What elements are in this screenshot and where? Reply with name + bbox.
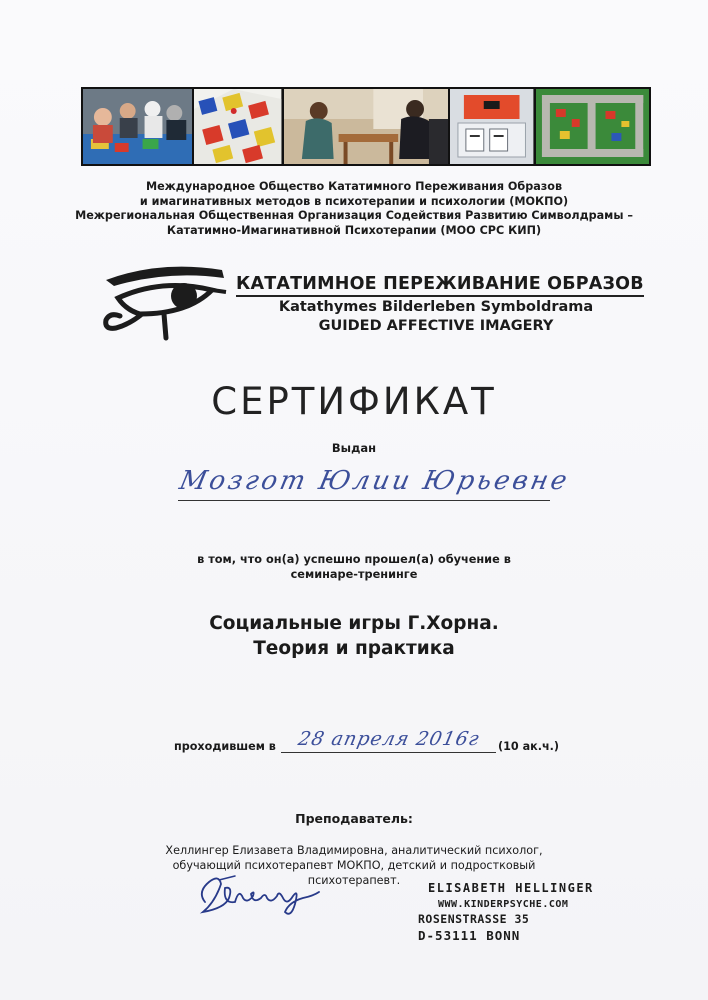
org-line-4: Кататимно-Имагинативной Психотерапии (МОО СРС КИП) xyxy=(166,223,542,237)
photo-strip xyxy=(81,87,651,166)
stamp-website: WWW.KINDERPSYCHE.COM xyxy=(438,898,569,910)
date-underline xyxy=(281,752,496,753)
course-line-1: Социальные игры Г.Хорна. xyxy=(209,613,499,634)
teacher-line-1: Хеллингер Елизавета Владимировна, аналитический психолог, xyxy=(165,844,543,857)
success-line-1: в том, что он(а) успешно прошел(а) обучение в xyxy=(197,553,511,566)
stamp-city: D-53111 BONN xyxy=(418,927,521,943)
photo-board-game xyxy=(194,89,281,164)
stamp-street: ROSENSTRASSE 35 xyxy=(418,912,530,926)
certificate-title: СЕРТИФИКАТ xyxy=(211,380,497,423)
photo-children-playing xyxy=(83,89,192,164)
success-line-2: семинаре-тренинге xyxy=(290,568,418,581)
photo-session xyxy=(284,89,449,164)
issued-label: Выдан xyxy=(331,441,377,455)
teacher-line-3: психотерапевт. xyxy=(307,874,401,887)
method-title-ru: КАТАТИМНОЕ ПЕРЕЖИВАНИЕ ОБРАЗОВ xyxy=(236,274,644,297)
course-title xyxy=(0,611,708,661)
recipient-name: Мозгот Юлии Юрьевне xyxy=(176,466,573,496)
stamp xyxy=(418,881,594,943)
organization-names xyxy=(60,180,648,238)
photo-game-board xyxy=(536,89,649,164)
success-text xyxy=(0,552,708,582)
org-line-3: Межрегиональная Общественная Организация Содействия Развитию Символдрамы – xyxy=(75,209,633,222)
photo-game-box xyxy=(450,89,533,164)
eye-of-horus-icon xyxy=(100,258,230,342)
method-title-en: GUIDED AFFECTIVE IMAGERY xyxy=(318,318,554,334)
teacher-label: Преподаватель: xyxy=(295,811,413,826)
method-block xyxy=(236,274,644,334)
signature xyxy=(195,868,335,920)
teacher-description xyxy=(0,843,708,888)
teacher-line-2: обучающий психотерапевт МОКПО, детский и подростковый xyxy=(172,859,536,872)
method-title-de: Katathymes Bilderleben Symboldrama xyxy=(278,299,594,315)
org-line-2: и имагинативных методов в психотерапии и психологии (МОКПО) xyxy=(139,194,569,208)
date-label: проходившем в xyxy=(174,740,276,753)
date-value: 28 апреля 2016г xyxy=(296,728,482,750)
recipient-underline xyxy=(178,500,550,501)
org-line-1: Международное Общество Кататимного Переживания Образов xyxy=(145,180,563,193)
hours-value: (10 ак.ч.) xyxy=(498,740,560,753)
stamp-name: ELISABETH HELLINGER xyxy=(428,881,594,895)
course-line-2: Теория и практика xyxy=(253,638,455,659)
